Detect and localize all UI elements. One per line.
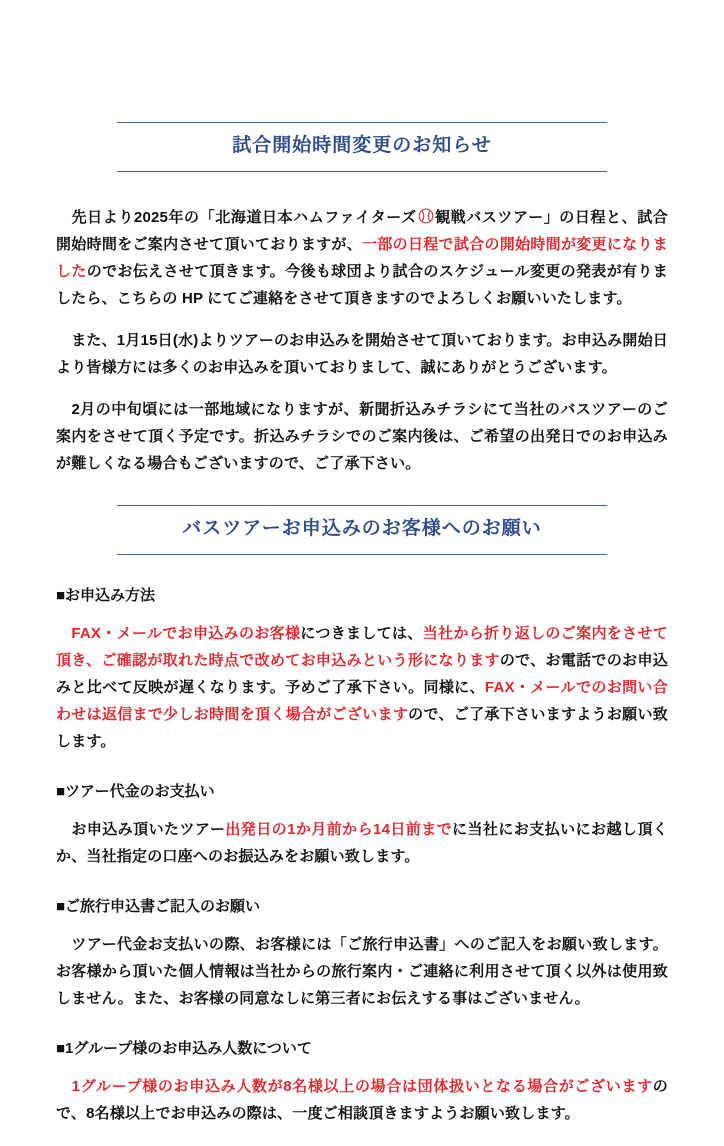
paragraph-text: ので、お電話でのお申込みと比べて反映が遅くなります。予めご了承下さい。同様に、 <box>56 652 668 696</box>
section-heading-payment: ■ツアー代金のお支払い <box>56 783 215 800</box>
highlight-red-text: FAX・メールでお申込みのお客様 <box>56 625 301 642</box>
paragraph-text: ので、ご了承下さいますようお願い致します。 <box>56 706 668 750</box>
paragraph-text: 先日より2025年の「北海道日本ハムファイターズ <box>56 209 417 226</box>
section-paragraph-payment <box>56 816 668 870</box>
notice2-title: バスツアーお申込みのお客様へのお願い <box>182 518 542 539</box>
baseball-icon <box>418 206 434 222</box>
section-paragraph-application-form: ツアー代金お支払いの際、お客様には「ご旅行申込書」へのご記入をお願い致します。お客様から頂いた個人情報は当社からの旅行案内・ご連絡に利用させて頂く以外は使用致しません。また、お客様の同意なしに第三者にお伝えする事はございません。 <box>56 936 668 1007</box>
section-paragraph-application-method <box>56 620 668 755</box>
notice1-title: 試合開始時間変更のお知らせ <box>232 135 492 156</box>
paragraph-text: につきましては、 <box>300 625 423 642</box>
notice2-body <box>0 585 724 1127</box>
notice1-body <box>0 204 724 477</box>
section-heading-application-method: ■お申込み方法 <box>56 587 156 604</box>
notice1-title-block <box>117 122 607 172</box>
section-paragraph-group-size <box>56 1073 668 1127</box>
highlight-red-text: 当社から折り返しのご案内をさせて頂き、ご確認が取れた時点で改めてお申込みという形になります <box>56 625 668 669</box>
paragraph-text: に当社にお支払いにお越し頂くか、当社指定の口座へのお振込みをお願い致します。 <box>56 821 668 865</box>
notice2-title-block <box>117 505 607 555</box>
paragraph-text: 観戦バスツアー」の日程と、試合開始時間をご案内させて頂いておりますが、 <box>56 209 668 253</box>
highlight-red-text: 1グループ様のお申込み人数が8名様以上の場合は団体扱いとなる場合がございます <box>56 1078 653 1095</box>
section-heading-application-form: ■ご旅行申込書ご記入のお願い <box>56 898 261 915</box>
highlight-red-text: FAX・メールでのお問い合わせは返信まで少しお時間を頂く場合がございます <box>56 679 668 723</box>
highlight-red-text: 一部の日程で試合の開始時間が変更になりました <box>56 236 668 280</box>
paragraph-text: ので、8名様以上でお申込みの際は、一度ご相談頂きますようお願い致します。 <box>56 1078 668 1122</box>
notice1-paragraph-3: 2月の中旬頃には一部地域になりますが、新聞折込みチラシにて当社のバスツアーのご案内をさせて頂く予定です。折込みチラシでのご案内後は、ご希望の出発日でのお申込みが難しくなる場合もございますので、ご了承下さい。 <box>56 401 668 472</box>
document-page <box>0 122 724 1146</box>
highlight-red-text: 出発日の1か月前から14日前まで <box>225 821 453 838</box>
notice1-paragraph-2: また、1月15日(水)よりツアーのお申込みを開始させて頂いております。お申込み開始日より皆様方には多くのお申込みを頂いておりまして、誠にありがとうございます。 <box>56 332 668 376</box>
paragraph-text: お申込み頂いたツアー <box>56 821 226 838</box>
notice1-paragraph-1 <box>56 204 668 312</box>
section-heading-group-size: ■1グループ様のお申込み人数について <box>56 1040 312 1057</box>
paragraph-text: のでお伝えさせて頂きます。今後も球団より試合のスケジュール変更の発表が有りましたら、こちらの HP にてご連絡をさせて頂きますのでよろしくお願いいたします。 <box>56 263 668 307</box>
